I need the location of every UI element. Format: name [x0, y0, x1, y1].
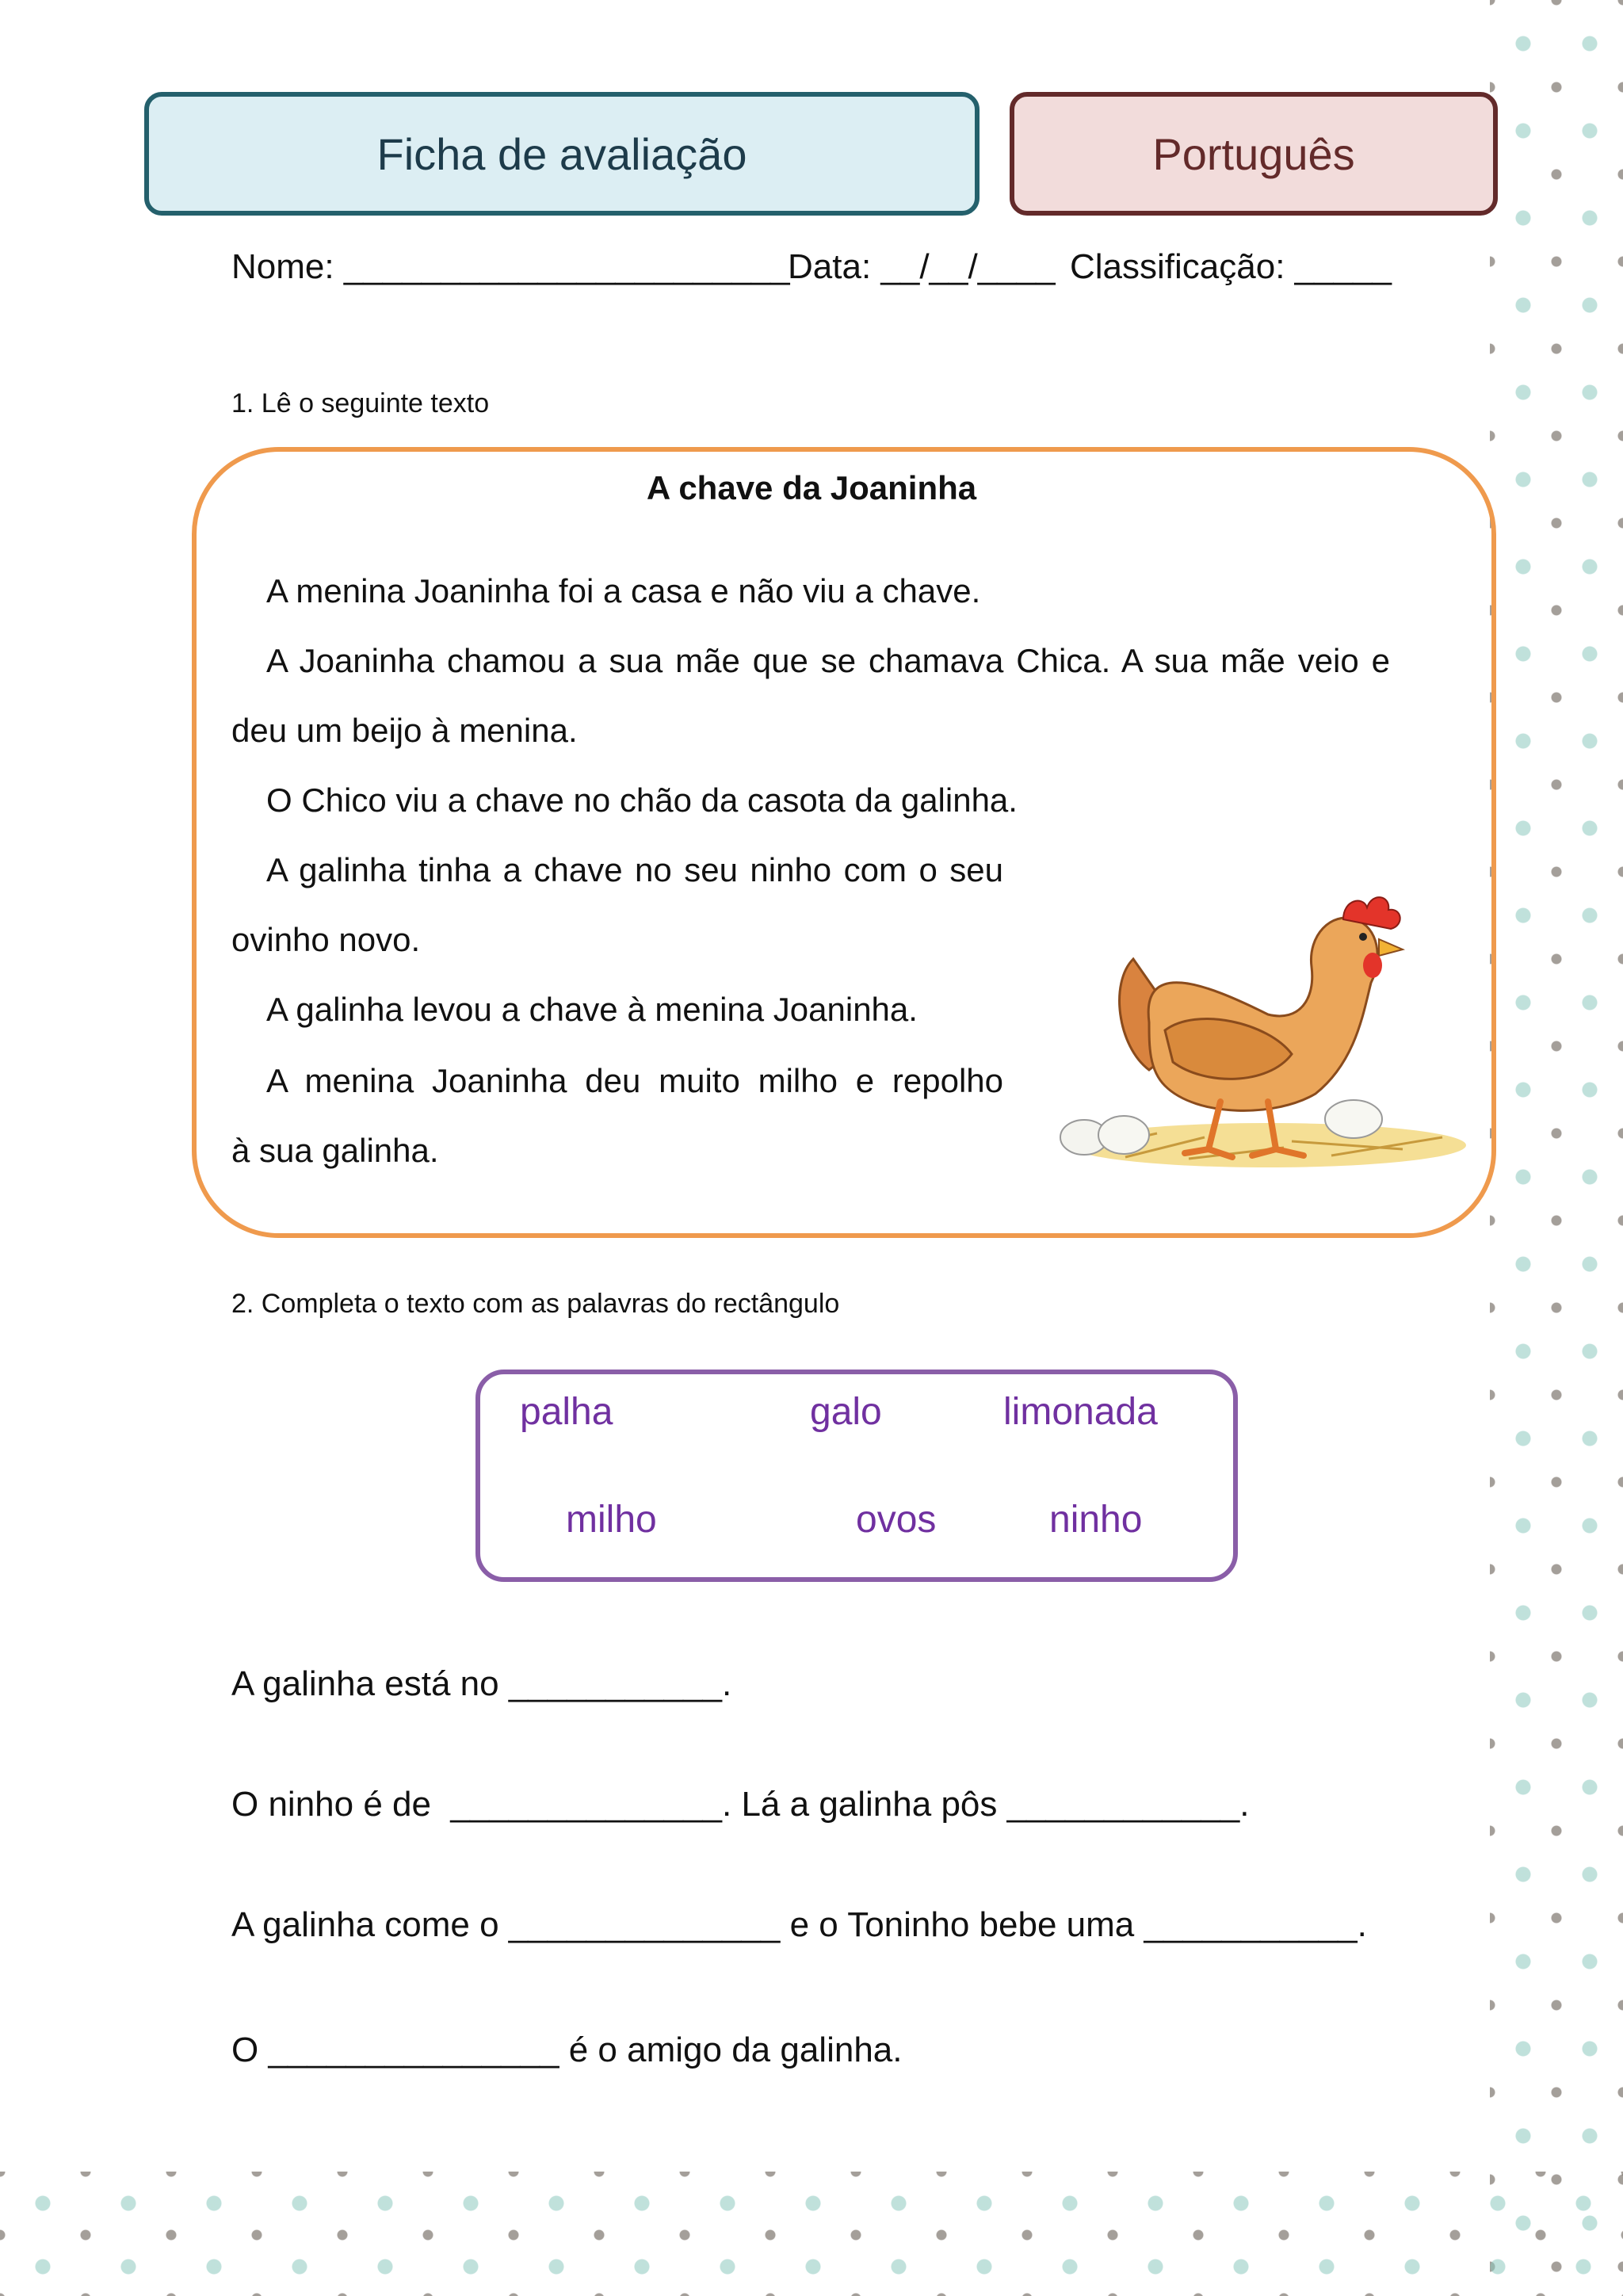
decorative-border-bottom	[0, 2172, 1623, 2296]
story-title: A chave da Joaninha	[646, 469, 977, 506]
subject-label: Português	[1152, 128, 1355, 179]
story-line: A menina Joaninha foi a casa e não viu a chave.	[266, 572, 981, 609]
fill-in-sentence[interactable]: O _______________ é o amigo da galinha.	[231, 2030, 903, 2069]
question-2-instruction: 2. Completa o texto com as palavras do rectângulo	[231, 1289, 840, 1319]
hen-illustration	[1030, 864, 1474, 1181]
word-bank-item: ninho	[1049, 1499, 1143, 1541]
story-line: A galinha tinha a chave no seu ninho com o seu	[266, 851, 1003, 888]
date-field[interactable]: Data: __/__/____	[788, 247, 1056, 286]
grade-field[interactable]: Classificação: _____	[1070, 247, 1392, 286]
worksheet-title: Ficha de avaliação	[376, 128, 747, 179]
decorative-border-right	[1490, 0, 1623, 2296]
name-field[interactable]: Nome: _______________________	[231, 247, 790, 286]
word-bank-item: galo	[810, 1391, 882, 1433]
subject-box	[1010, 92, 1498, 216]
story-line: à sua galinha.	[231, 1132, 439, 1169]
fill-in-sentence[interactable]: A galinha come o ______________ e o Toninho bebe uma ___________.	[231, 1905, 1367, 1944]
word-bank-item: milho	[566, 1499, 657, 1541]
fill-in-sentence[interactable]: O ninho é de ______________. Lá a galinha pôs ____________.	[231, 1785, 1250, 1824]
story-line: A menina Joaninha deu muito milho e repolho	[266, 1062, 1003, 1099]
story-line: A galinha levou a chave à menina Joaninha.	[266, 991, 918, 1028]
story-line: O Chico viu a chave no chão da casota da galinha.	[266, 781, 1018, 819]
story-line: deu um beijo à menina.	[231, 712, 578, 749]
question-1-instruction: 1. Lê o seguinte texto	[231, 388, 490, 418]
word-bank-item: limonada	[1003, 1391, 1158, 1433]
story-line: A Joaninha chamou a sua mãe que se chamava Chica. A sua mãe veio e	[266, 642, 1390, 679]
fill-in-sentence[interactable]: A galinha está no ___________.	[231, 1664, 732, 1703]
word-bank-item: ovos	[856, 1499, 937, 1541]
word-bank-item: palha	[520, 1391, 613, 1433]
story-line: ovinho novo.	[231, 921, 421, 958]
worksheet-title-box	[144, 92, 980, 216]
